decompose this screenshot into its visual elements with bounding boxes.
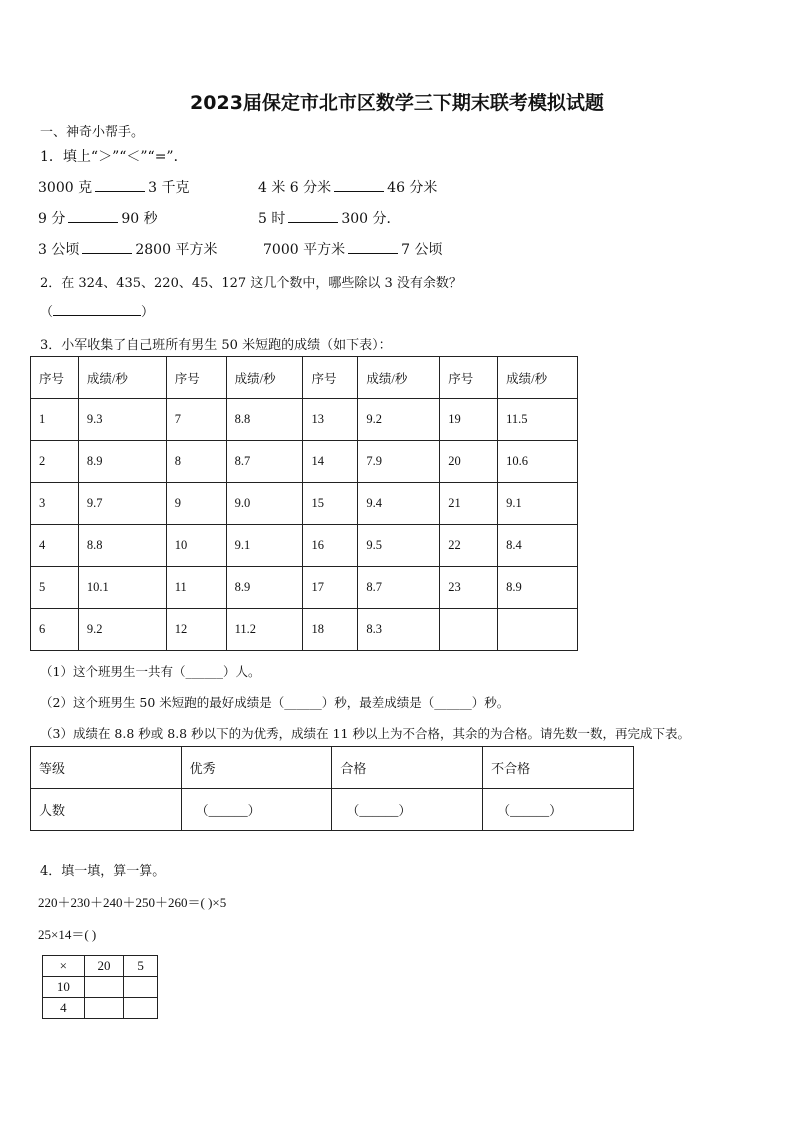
mult-row-header: 10 — [43, 977, 85, 998]
answer-blank[interactable] — [348, 241, 398, 254]
index-cell: 22 — [440, 525, 498, 567]
table-row — [31, 789, 634, 831]
grade-answer-cell[interactable]: （______） — [332, 789, 483, 831]
q2-prompt: 2．在 324、435、220、45、127 这几个数中，哪些除以 3 没有余数？ — [40, 276, 462, 291]
answer-blank[interactable] — [82, 241, 132, 254]
mult-col-header: 5 — [124, 956, 158, 977]
score-cell: 9.2 — [358, 399, 440, 441]
table-row — [31, 399, 578, 441]
grade-answer-cell[interactable]: （______） — [181, 789, 332, 831]
answer-blank[interactable] — [334, 179, 384, 192]
answer-blank[interactable] — [288, 210, 338, 223]
q1-r1-b-right: 46 分米 — [387, 180, 438, 196]
score-cell: 8.7 — [226, 441, 303, 483]
grade-header-cell: 合格 — [332, 747, 483, 789]
index-cell: 5 — [31, 567, 79, 609]
q1-r1-a-left: 3000 克 — [38, 180, 93, 196]
table-row — [31, 747, 634, 789]
q3-sub3: （3）成绩在 8.8 秒或 8.8 秒以下的为优秀，成绩在 11 秒以上为不合格，其余的为合格。请先数一数，再完成下表。 — [40, 726, 690, 741]
q1-r2-b-right: 300 分． — [341, 211, 401, 227]
table-row — [43, 956, 158, 977]
index-cell: 17 — [303, 567, 358, 609]
table-header-row — [31, 357, 578, 399]
q1-r3-a-left: 3 公顷 — [38, 242, 80, 258]
index-cell: 16 — [303, 525, 358, 567]
index-cell — [440, 609, 498, 651]
index-cell: 10 — [166, 525, 226, 567]
score-cell: 10.1 — [78, 567, 166, 609]
score-cell: 9.3 — [78, 399, 166, 441]
index-cell: 12 — [166, 609, 226, 651]
index-cell: 11 — [166, 567, 226, 609]
index-cell: 18 — [303, 609, 358, 651]
table-header-cell: 成绩/秒 — [498, 357, 578, 399]
table-row — [31, 441, 578, 483]
q1-r1-a-right: 3 千克 — [148, 180, 190, 196]
grade-table — [30, 746, 634, 831]
index-cell: 9 — [166, 483, 226, 525]
score-cell — [498, 609, 578, 651]
mult-col-header: 20 — [84, 956, 124, 977]
table-row — [31, 609, 578, 651]
q1-r2-b-left: 5 时 — [258, 211, 286, 227]
score-cell: 8.4 — [498, 525, 578, 567]
mult-answer-cell[interactable] — [124, 998, 158, 1019]
q2-answer-blank[interactable] — [53, 303, 141, 316]
scores-table — [30, 356, 578, 651]
index-cell: 23 — [440, 567, 498, 609]
q3-prompt: 3．小军收集了自己班所有男生 50 米短跑的成绩（如下表）： — [40, 338, 392, 353]
score-cell: 11.2 — [226, 609, 303, 651]
table-header-cell: 序号 — [440, 357, 498, 399]
table-header-cell: 成绩/秒 — [78, 357, 166, 399]
q1-row3-right — [263, 239, 442, 259]
mult-corner: × — [43, 956, 85, 977]
score-cell: 8.8 — [226, 399, 303, 441]
score-cell: 9.2 — [78, 609, 166, 651]
mult-answer-cell[interactable] — [84, 977, 124, 998]
score-cell: 8.9 — [498, 567, 578, 609]
answer-blank[interactable] — [68, 210, 118, 223]
index-cell: 8 — [166, 441, 226, 483]
index-cell: 2 — [31, 441, 79, 483]
q1-r3-a-right: 2800 平方米 — [135, 242, 218, 258]
q1-r3-b-left: 7000 平方米 — [263, 242, 346, 258]
q3-sub1: （1）这个班男生一共有（______）人。 — [40, 664, 261, 679]
index-cell: 6 — [31, 609, 79, 651]
q1-row2-right — [258, 208, 401, 228]
grade-answer-cell[interactable]: （______） — [483, 789, 634, 831]
q2-answer — [40, 301, 154, 320]
index-cell: 4 — [31, 525, 79, 567]
index-cell: 15 — [303, 483, 358, 525]
grade-header-cell: 不合格 — [483, 747, 634, 789]
q1-prompt: 1．填上“＞”“＜”“=”． — [40, 149, 188, 165]
q3-sub2: （2）这个班男生 50 米短跑的最好成绩是（______）秒，最差成绩是（______）秒。 — [40, 695, 510, 710]
q4-prompt: 4．填一填，算一算。 — [40, 864, 166, 879]
grade-header-cell: 优秀 — [181, 747, 332, 789]
table-row — [43, 977, 158, 998]
q4-equation-1: 220＋230＋240＋250＋260＝( )×5 — [38, 895, 227, 910]
table-row — [31, 567, 578, 609]
multiplication-table — [42, 955, 158, 1019]
score-cell: 8.3 — [358, 609, 440, 651]
q1-row3-left — [38, 239, 217, 259]
index-cell: 1 — [31, 399, 79, 441]
score-cell: 7.9 — [358, 441, 440, 483]
q2-close-paren: ） — [141, 305, 155, 320]
q2-open-paren: （ — [40, 305, 54, 320]
section-heading: 一、神奇小帮手。 — [40, 125, 145, 140]
table-header-cell: 成绩/秒 — [226, 357, 303, 399]
index-cell: 13 — [303, 399, 358, 441]
score-cell: 9.1 — [226, 525, 303, 567]
score-cell: 10.6 — [498, 441, 578, 483]
table-header-cell: 序号 — [303, 357, 358, 399]
index-cell: 20 — [440, 441, 498, 483]
q1-r3-b-right: 7 公顷 — [401, 242, 443, 258]
page-title: 2023届保定市北市区数学三下期末联考模拟试题 — [190, 92, 604, 114]
score-cell: 9.0 — [226, 483, 303, 525]
index-cell: 7 — [166, 399, 226, 441]
q1-r1-b-left: 4 米 6 分米 — [258, 180, 332, 196]
score-cell: 9.1 — [498, 483, 578, 525]
q1-row1-left — [38, 177, 189, 197]
table-row — [31, 483, 578, 525]
table-header-cell: 序号 — [166, 357, 226, 399]
answer-blank[interactable] — [95, 179, 145, 192]
index-cell: 21 — [440, 483, 498, 525]
q4-equation-2: 25×14＝( ) — [38, 927, 97, 942]
score-cell: 8.9 — [226, 567, 303, 609]
mult-answer-cell[interactable] — [84, 998, 124, 1019]
q1-r2-a-right: 90 秒 — [121, 211, 158, 227]
score-cell: 8.7 — [358, 567, 440, 609]
score-cell: 8.8 — [78, 525, 166, 567]
table-header-cell: 序号 — [31, 357, 79, 399]
score-cell: 9.4 — [358, 483, 440, 525]
index-cell: 3 — [31, 483, 79, 525]
score-cell: 11.5 — [498, 399, 578, 441]
q1-row2-left — [38, 208, 158, 228]
score-cell: 9.7 — [78, 483, 166, 525]
mult-row-header: 4 — [43, 998, 85, 1019]
table-row — [31, 525, 578, 567]
q1-row1-right — [258, 177, 437, 197]
score-cell: 8.9 — [78, 441, 166, 483]
index-cell: 19 — [440, 399, 498, 441]
grade-row-label: 人数 — [31, 789, 182, 831]
score-cell: 9.5 — [358, 525, 440, 567]
q1-r2-a-left: 9 分 — [38, 211, 66, 227]
mult-answer-cell[interactable] — [124, 977, 158, 998]
index-cell: 14 — [303, 441, 358, 483]
table-row — [43, 998, 158, 1019]
grade-header-cell: 等级 — [31, 747, 182, 789]
table-header-cell: 成绩/秒 — [358, 357, 440, 399]
